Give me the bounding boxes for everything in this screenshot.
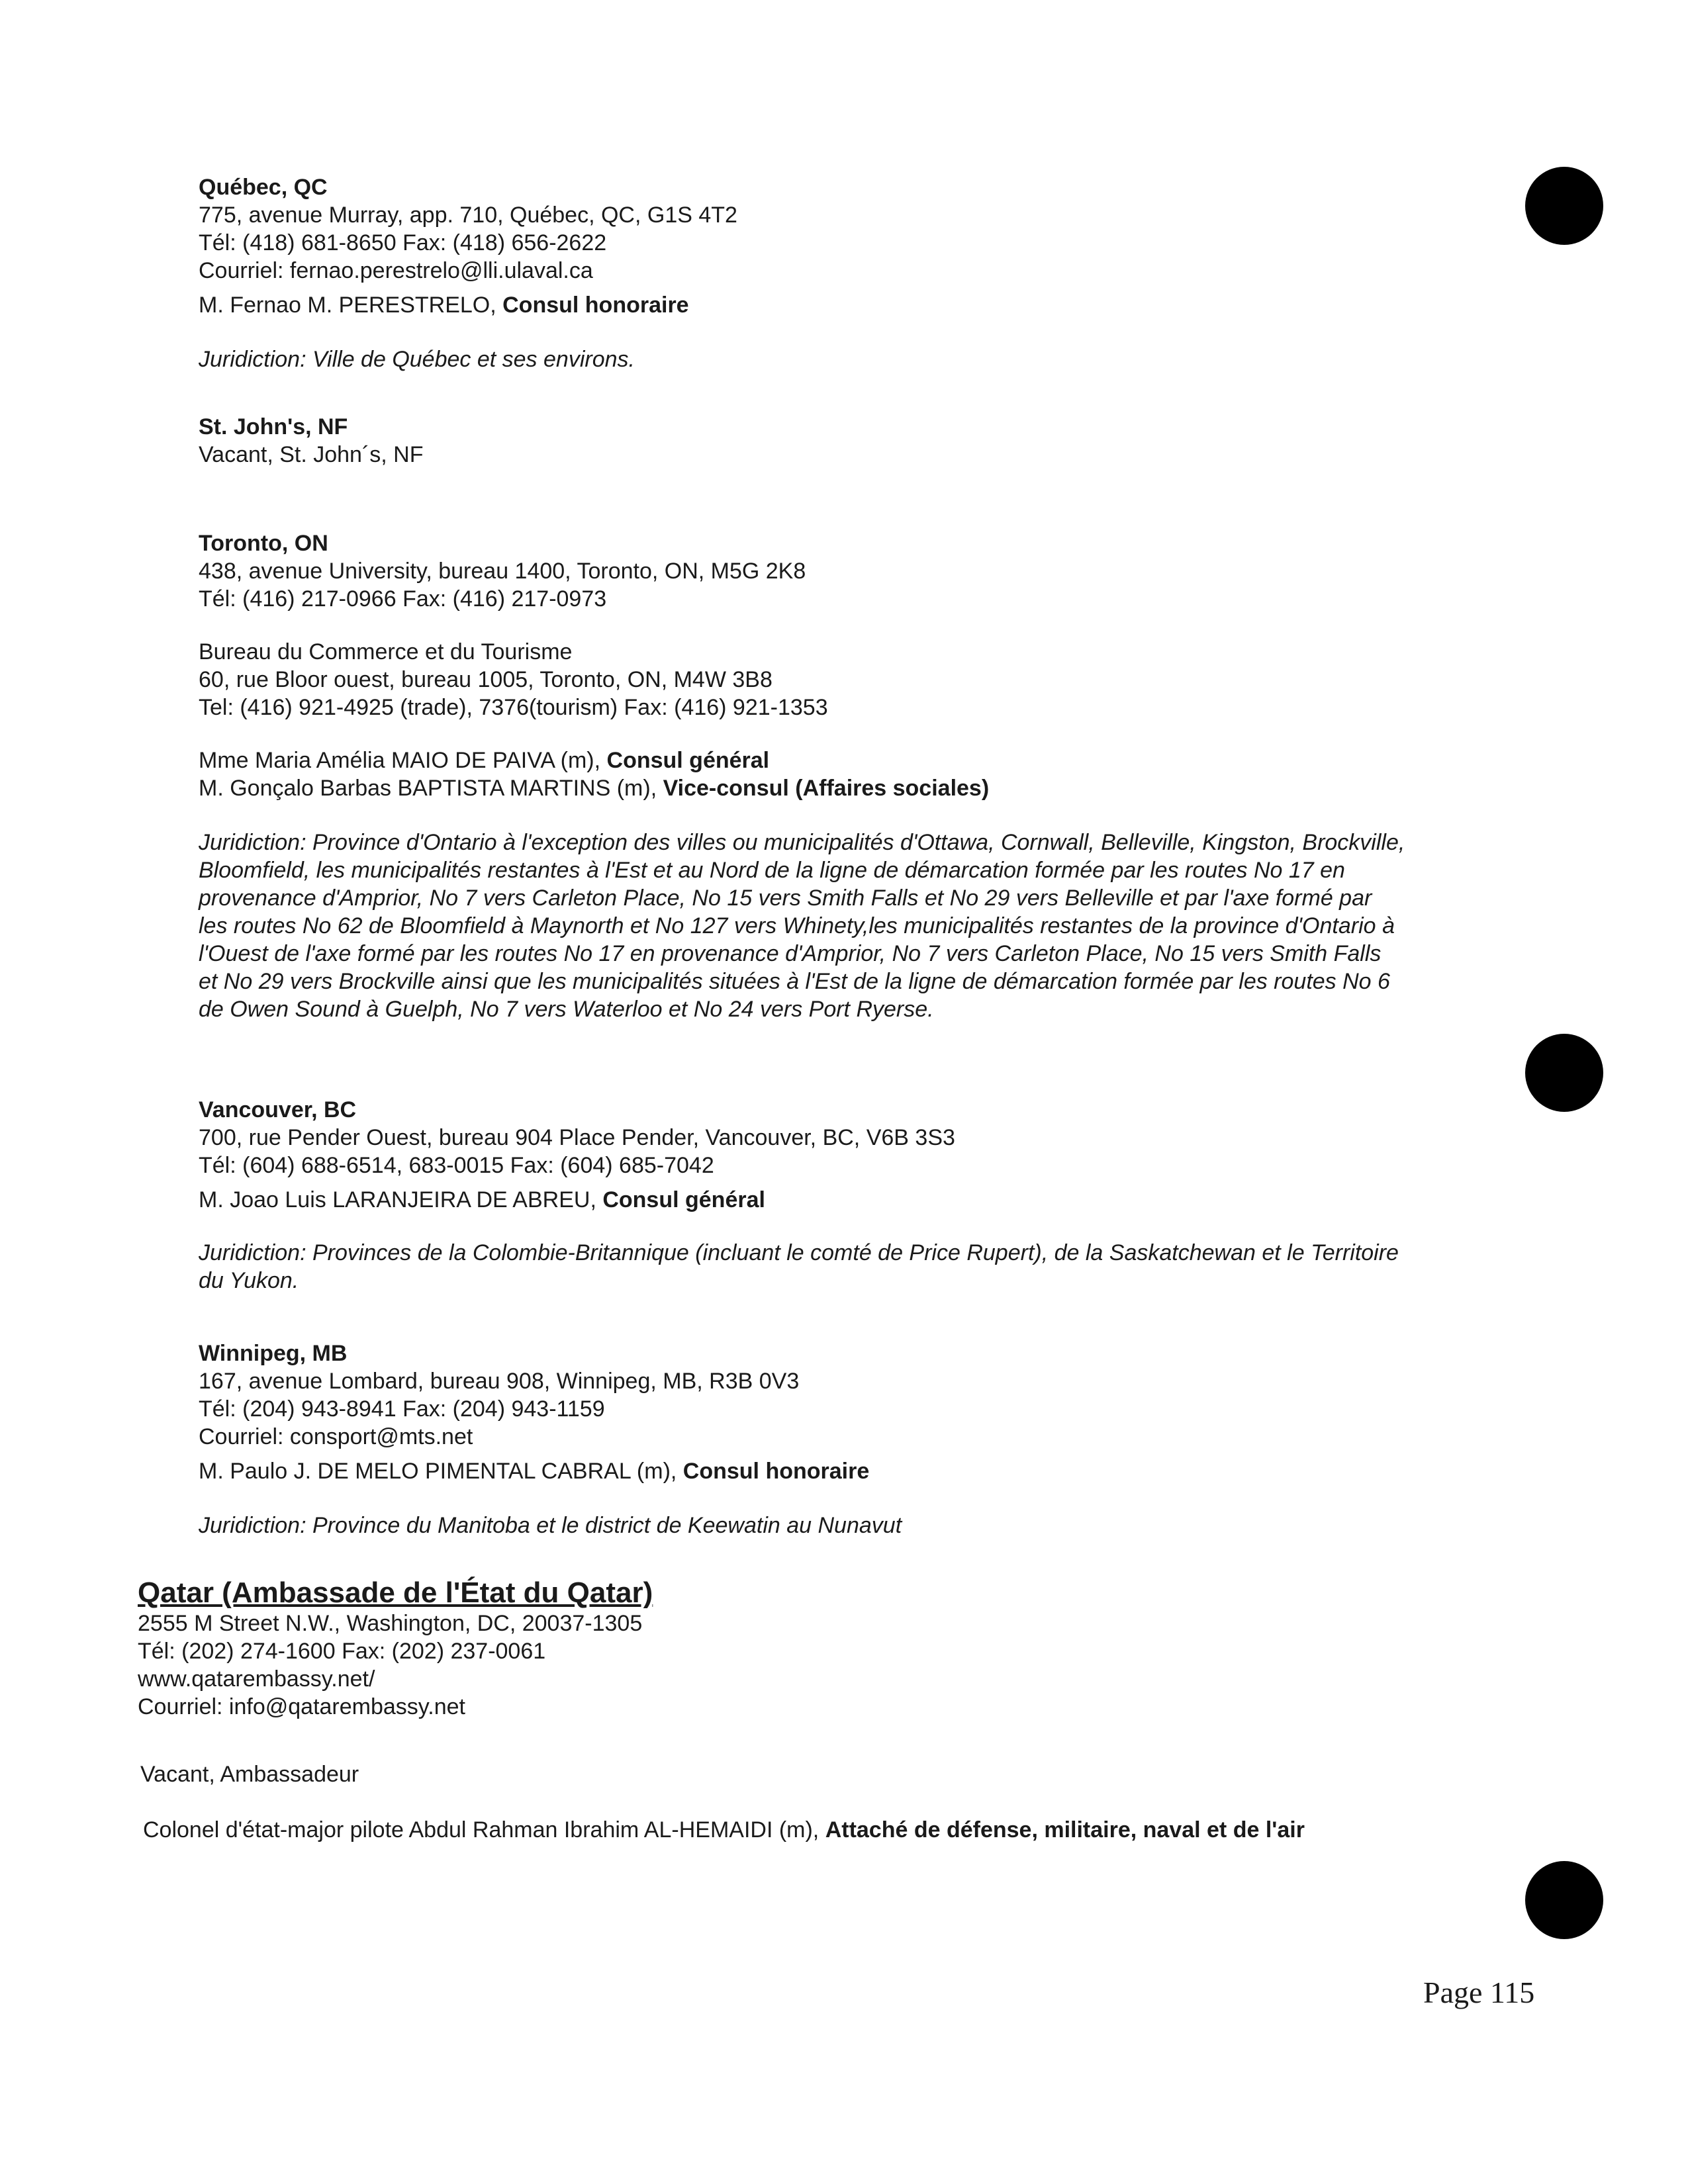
page-number: Page 115 — [1423, 1976, 1535, 2009]
punch-hole — [1525, 1034, 1603, 1112]
attache-title: Attaché de défense, militaire, naval et de l'air — [825, 1817, 1305, 1843]
country-qatar — [138, 1576, 1501, 1844]
office-heading: Winnipeg, MB — [199, 1341, 348, 1366]
jurisdiction-line — [199, 829, 1509, 856]
phone-line: Tél: (418) 681-8650 Fax: (418) 656-2622 — [199, 230, 607, 255]
official-line — [199, 1186, 1509, 1214]
address-line: 438, avenue University, bureau 1400, Toronto, ON, M5G 2K8 — [199, 559, 806, 584]
official-line — [199, 291, 1509, 319]
office-heading: St. John's, NF — [199, 414, 348, 439]
address-line: 2555 M Street N.W., Washington, DC, 20037-1305 — [138, 1611, 643, 1636]
official-title: Vice-consul (Affaires sociales) — [663, 776, 990, 801]
attache-line — [138, 1816, 1501, 1844]
official-name: Mme Maria Amélia MAIO DE PAIVA (m), — [199, 748, 607, 773]
jurisdiction-text: Province d'Ontario à l'exception des villes ou municipalités d'Ottawa, Cornwall, Belleville, Kingston, Brockville, — [312, 830, 1405, 855]
jurisdiction-text: Ville de Québec et ses environs. — [312, 347, 635, 372]
official-name: M. Gonçalo Barbas BAPTISTA MARTINS (m), — [199, 776, 663, 801]
jurisdiction-line: provenance d'Amprior, No 7 vers Carleton Place, No 15 vers Smith Falls et No 29 vers Belleville et par l'axe formé par — [199, 886, 1372, 911]
official-line — [199, 747, 1509, 774]
office-vancouver — [199, 1096, 1509, 1295]
phone-line: Tél: (202) 274-1600 Fax: (202) 237-0061 — [138, 1639, 546, 1664]
attache-name: Colonel d'état-major pilote Abdul Rahman Ibrahim AL-HEMAIDI (m), — [143, 1817, 825, 1843]
official-title: Consul honoraire — [682, 1459, 870, 1484]
office-toronto — [199, 529, 1509, 1023]
phone-line: Tél: (604) 688-6514, 683-0015 Fax: (604) 685-7042 — [199, 1153, 714, 1178]
jurisdiction — [199, 345, 1509, 373]
office-heading: Québec, QC — [199, 175, 328, 200]
email-line: Courriel: fernao.perestrelo@lli.ulaval.ca — [199, 258, 593, 283]
punch-hole — [1525, 167, 1603, 245]
address-line: 775, avenue Murray, app. 710, Québec, QC, G1S 4T2 — [199, 203, 737, 228]
jurisdiction-line: et No 29 vers Brockville ainsi que les municipalités situées à l'Est de la ligne de démarcation formée par les routes No 6 — [199, 969, 1390, 994]
jurisdiction-text: Province du Manitoba et le district de Keewatin au Nunavut — [312, 1513, 902, 1538]
official-name: M. Paulo J. DE MELO PIMENTAL CABRAL (m), — [199, 1459, 683, 1484]
official-title: Consul général — [602, 1187, 765, 1212]
phone-line: Tél: (204) 943-8941 Fax: (204) 943-1159 — [199, 1396, 605, 1422]
jurisdiction-text: Provinces de la Colombie-Britannique (incluant le comté de Price Rupert), de la Saskatchewan et le Territoire — [312, 1240, 1399, 1265]
jurisdiction-label: Juridiction: — [199, 1240, 306, 1265]
office-heading: Vancouver, BC — [199, 1097, 357, 1122]
jurisdiction-line: de Owen Sound à Guelph, No 7 vers Waterloo et No 24 vers Port Ryerse. — [199, 997, 934, 1022]
website-line: www.qatarembassy.net/ — [138, 1666, 375, 1692]
jurisdiction-line: l'Ouest de l'axe formé par les routes No 17 en provenance d'Amprior, No 7 vers Carleton Place, No 15 vers Smith Falls — [199, 941, 1382, 966]
email-line: Courriel: consport@mts.net — [199, 1424, 473, 1449]
jurisdiction — [199, 1239, 1509, 1295]
official-line — [199, 1457, 1509, 1485]
office-heading: Toronto, ON — [199, 531, 328, 556]
jurisdiction-label: Juridiction: — [199, 830, 306, 855]
jurisdiction-line — [199, 1239, 1509, 1267]
address-line: 700, rue Pender Ouest, bureau 904 Place Pender, Vancouver, BC, V6B 3S3 — [199, 1125, 955, 1150]
jurisdiction-label: Juridiction: — [199, 347, 306, 372]
jurisdiction — [199, 829, 1509, 1023]
punch-hole — [1525, 1861, 1603, 1939]
bureau-phone: Tel: (416) 921-4925 (trade), 7376(tourism) Fax: (416) 921-1353 — [199, 695, 828, 720]
jurisdiction-line: du Yukon. — [199, 1268, 299, 1293]
address-line: Vacant, St. John´s, NF — [199, 442, 424, 467]
jurisdiction-label: Juridiction: — [199, 1513, 306, 1538]
office-st-johns — [199, 413, 1509, 469]
jurisdiction — [199, 1512, 1509, 1539]
official-name: M. Fernao M. PERESTRELO, — [199, 293, 503, 318]
country-title: Qatar (Ambassade de l'État du Qatar) — [138, 1576, 653, 1609]
official-title: Consul général — [606, 748, 770, 773]
official-name: M. Joao Luis LARANJEIRA DE ABREU, — [199, 1187, 603, 1212]
address-line: 167, avenue Lombard, bureau 908, Winnipeg, MB, R3B 0V3 — [199, 1369, 800, 1394]
official-title: Consul honoraire — [502, 293, 689, 318]
email-line: Courriel: info@qatarembassy.net — [138, 1694, 465, 1719]
jurisdiction-line: les routes No 62 de Bloomfield à Maynorth et No 127 vers Whinety,les municipalités restantes de la province d'Ontario à — [199, 913, 1395, 938]
bureau-address: 60, rue Bloor ouest, bureau 1005, Toronto, ON, M4W 3B8 — [199, 667, 773, 692]
official-line — [199, 774, 1509, 802]
bureau-name: Bureau du Commerce et du Tourisme — [199, 639, 573, 664]
office-winnipeg — [199, 1340, 1509, 1539]
jurisdiction-line: Bloomfield, les municipalités restantes à l'Est et au Nord de la ligne de démarcation formée par les routes No 17 en — [199, 858, 1345, 883]
office-quebec — [199, 173, 1509, 373]
phone-line: Tél: (416) 217-0966 Fax: (416) 217-0973 — [199, 586, 607, 612]
ambassador-line: Vacant, Ambassadeur — [140, 1762, 359, 1787]
